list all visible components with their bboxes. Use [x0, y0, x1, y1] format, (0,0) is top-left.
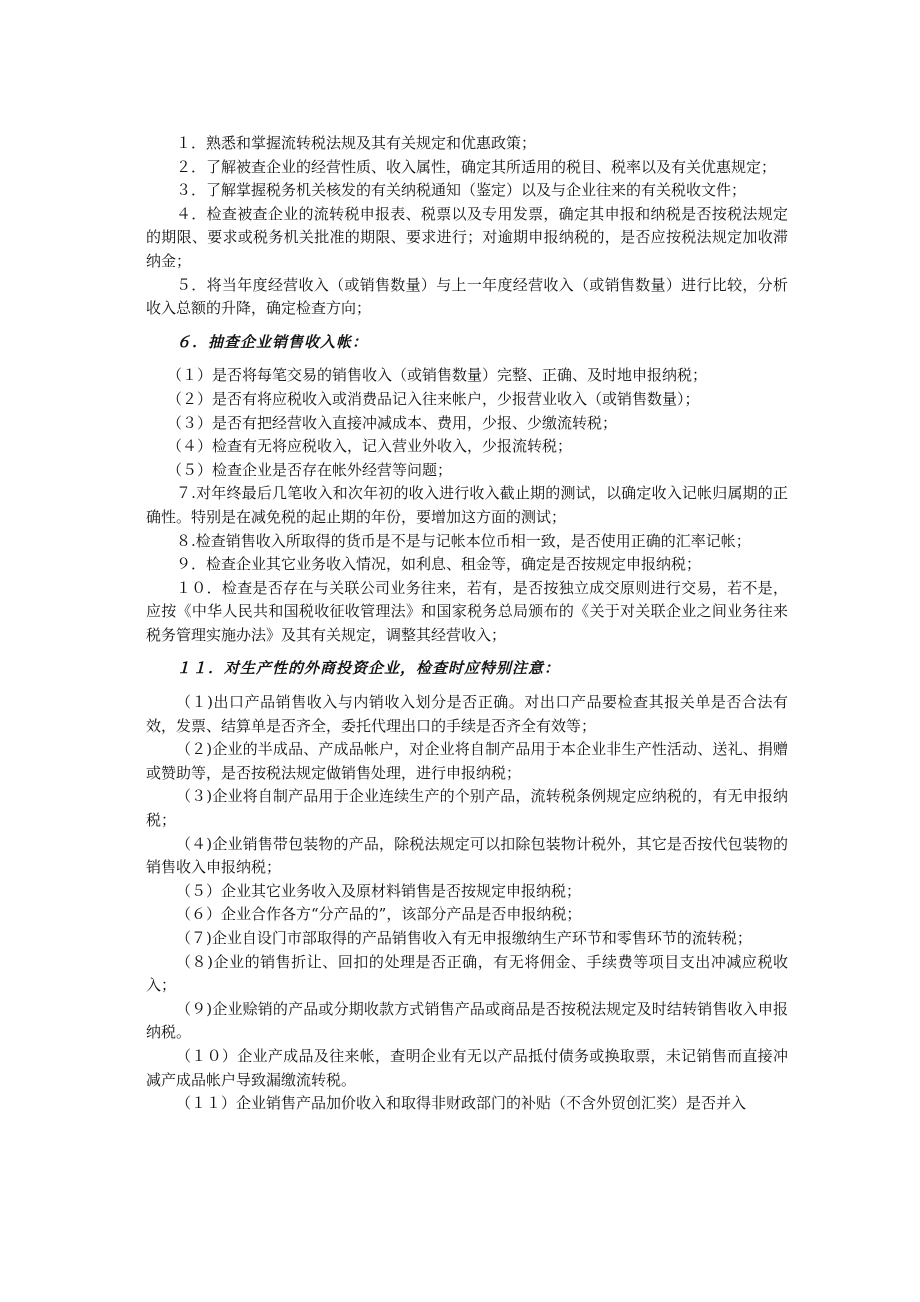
sub-item-6-1: （１）是否将每笔交易的销售收入（或销售数量）完整、正确、及时地申报纳税；: [167, 366, 708, 385]
section-heading-6: ６．抽查企业销售收入帐：: [176, 332, 369, 351]
paragraph-item-4: ４．检查被查企业的流转税申报表、税票以及专用发票，确定其申报和纳税是否按税法规定的期限、要求或税务机关批准的期限、要求进行；对逾期申报纳税的，是否应按税法规定加收滞纳金；: [146, 204, 788, 270]
sub-item-11-8: （８)企业的销售折让、回扣的处理是否正确，有无将佣金、手续费等项目支出冲减应税收入；: [146, 952, 788, 995]
sub-item-6-3: （３）是否有把经营收入直接冲减成本、费用，少报、少缴流转税；: [167, 413, 618, 432]
sub-item-11-4: （４)企业销售带包装物的产品，除税法规定可以扣除包装物计税外，其它是否按代包装物的销售收入申报纳税；: [146, 834, 788, 877]
sub-item-11-2: （２)企业的半成品、产成品帐户，对企业将自制产品用于本企业非生产性活动、送礼、捐赠或赞助等，是否按税法规定做销售处理，进行申报纳税；: [146, 740, 788, 782]
document-body: [146, 132, 788, 1116]
sub-item-11-6: （６）企业合作各方“分产品的”，该部分产品是否申报纳税；: [176, 905, 582, 924]
sub-item-6-5: （５）检查企业是否存在帐外经营等问题；: [167, 460, 453, 479]
sub-item-6-2: （２）是否有将应税收入或消费品记入往来帐户，少报营业收入（或销售数量）；: [167, 389, 700, 408]
paragraph-item-8: ８.检查销售收入所取得的货币是不是与记帐本位币相一致，是否使用正确的汇率记帐；: [176, 531, 751, 550]
paragraph-item-9: ９．检查企业其它业务收入情况，如利息、租金等，确定是否按规定申报纳税；: [176, 555, 702, 574]
sub-item-11-7: （７)企业自设门市部取得的产品销售收入有无申报缴纳生产环节和零售环节的流转税；: [176, 929, 752, 947]
sub-item-11-1: （１)出口产品销售收入与内销收入划分是否正确。对出口产品要检查其报关单是否合法有效，发票、结算单是否齐全，委托代理出口的手续是否齐全有效等；: [146, 693, 788, 735]
sub-item-11-3: （３)企业将自制产品用于企业连续生产的个别产品，流转税条例规定应纳税的，有无申报纳税；: [146, 787, 788, 830]
paragraph-item-7: ７.对年终最后几笔收入和次年初的收入进行收入截止期的测试，以确定收入记帐归属期的正确性。特别是在减免税的起止期的年份，要增加这方面的测试；: [146, 484, 788, 526]
sub-item-11-5: （５）企业其它业务收入及原材料销售是否按规定申报纳税；: [176, 881, 582, 900]
sub-item-6-4: （４）检查有无将应税收入，记入营业外收入，少报流转税；: [167, 437, 573, 456]
paragraph-item-5: ５．将当年度经营收入（或销售数量）与上一年度经营收入（或销售数量）进行比较，分析收入总额的升降，确定检查方向；: [146, 275, 788, 318]
paragraph-item-1: １．熟悉和掌握流转税法规及其有关规定和优惠政策；: [176, 134, 537, 152]
paragraph-item-2: ２．了解被查企业的经营性质、收入属性，确定其所适用的税目、税率以及有关优惠规定；: [176, 157, 777, 176]
sub-item-11-10: （１０）企业产成品及往来帐，查明企业有无以产品抵付债务或换取票，未记销售而直接冲减产成品帐户导致漏缴流转税。: [146, 1046, 788, 1089]
sub-item-11-11: （１１）企业销售产品加价收入和取得非财政部门的补贴（不含外贸创汇奖）是否并入: [176, 1094, 747, 1113]
sub-item-11-9: （９)企业赊销的产品或分期收款方式销售产品或商品是否按税法规定及时结转销售收入申报纳税。: [146, 999, 788, 1042]
section-heading-11: １１．对生产性的外商投资企业，检查时应特别注意：: [176, 659, 561, 678]
paragraph-item-10: １０．检查是否存在与关联公司业务往来，若有，是否按独立成交原则进行交易，若不是，应按《中华人民共和国税收征收管理法》和国家税务总局颁布的《关于对关联企业之间业务往来税务管理实施办法》及其有关规定，调整其经营收入；: [146, 578, 788, 644]
paragraph-item-3: ３．了解掌握税务机关核发的有关纳税通知（鉴定）以及与企业往来的有关税收文件；: [176, 181, 747, 200]
